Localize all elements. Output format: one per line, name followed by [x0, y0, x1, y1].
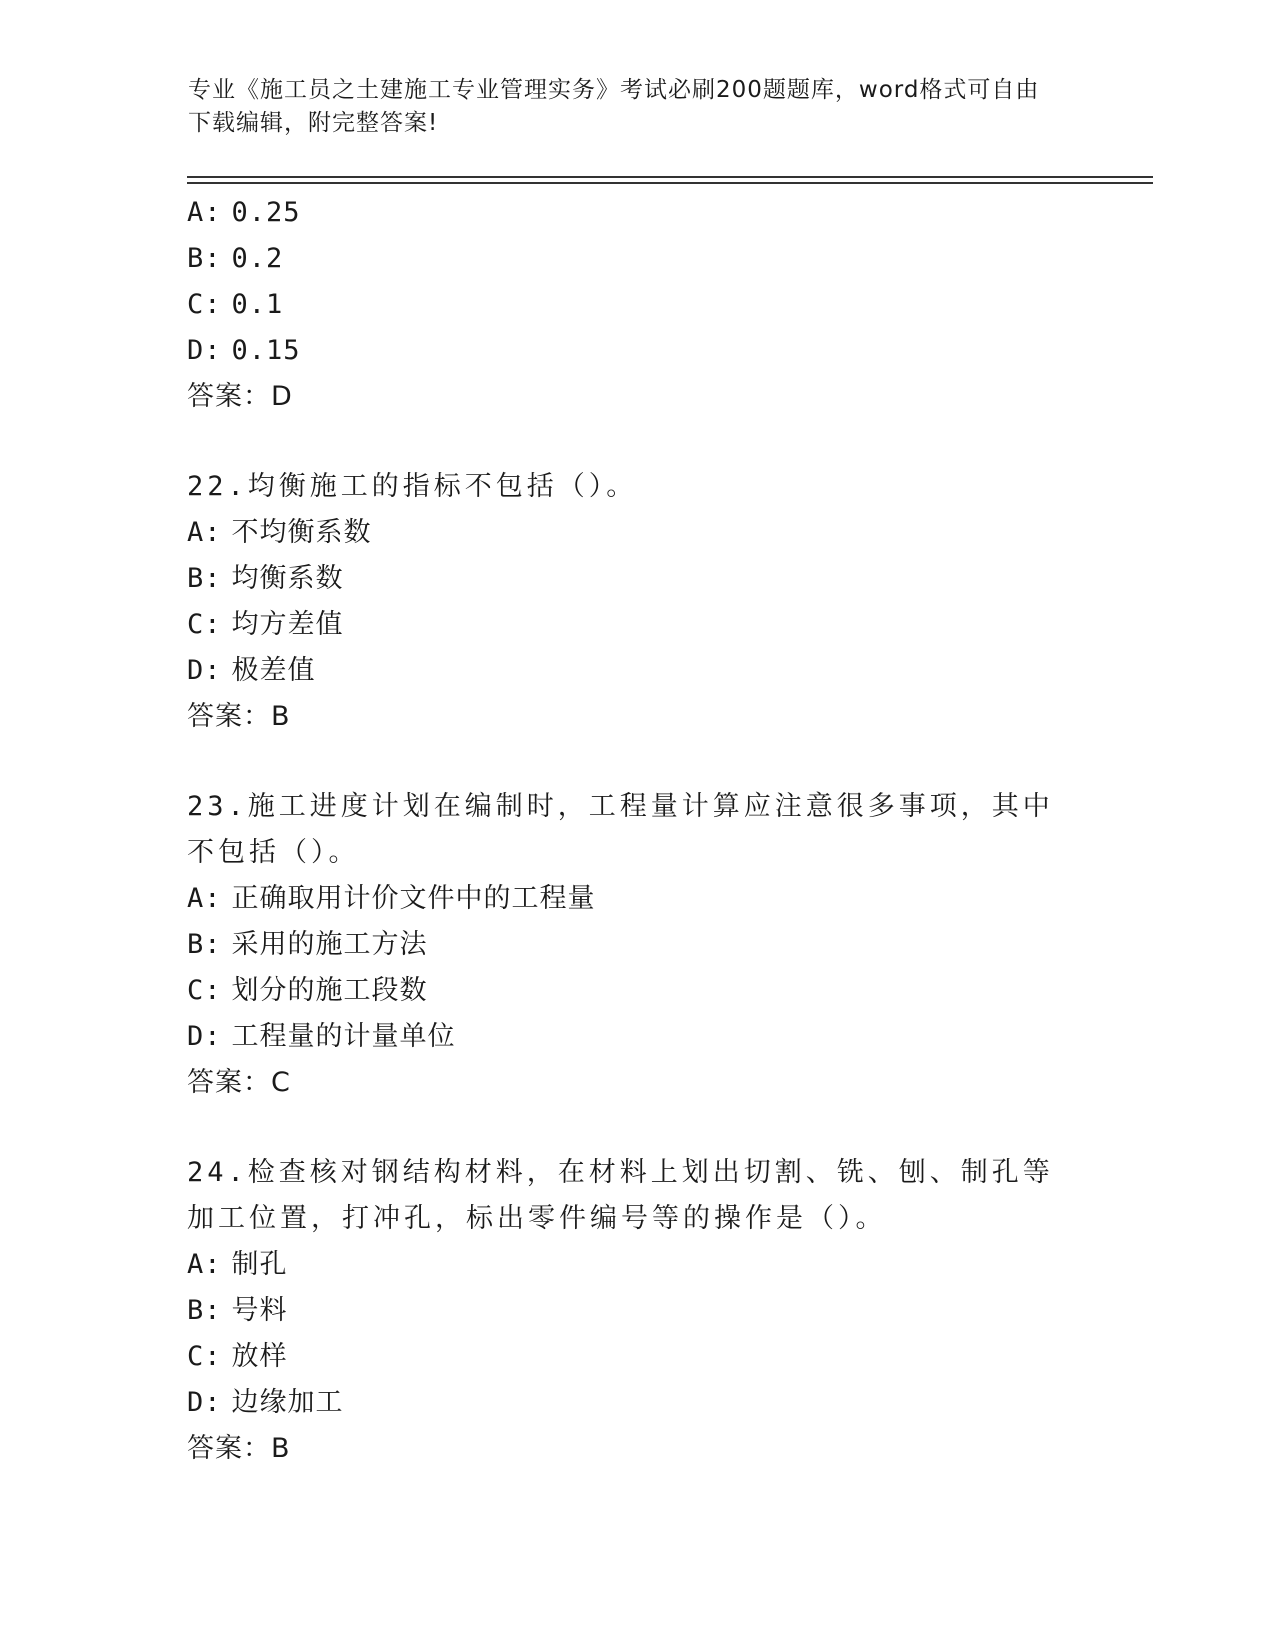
option-a: A: 不均衡系数	[187, 517, 372, 548]
header-divider-top	[187, 176, 1153, 178]
option-c: C: 放样	[187, 1341, 288, 1372]
spacer	[187, 420, 1087, 464]
option-c: C: 划分的施工段数	[187, 975, 428, 1006]
question-22	[187, 464, 1087, 740]
answer: 答案：B	[187, 1433, 291, 1464]
option-d: D: 0.15	[187, 335, 301, 366]
question-21	[187, 190, 1087, 420]
answer: 答案：B	[187, 701, 291, 732]
answer: 答案：D	[187, 381, 293, 412]
question-text: 24.检查核对钢结构材料，在材料上划出切割、铣、刨、制孔等加工位置，打冲孔，标出零件编号等的操作是（）。	[187, 1157, 1054, 1234]
spacer	[187, 1106, 1087, 1150]
option-d: D: 工程量的计量单位	[187, 1021, 456, 1052]
option-d: D: 边缘加工	[187, 1387, 344, 1418]
question-24	[187, 1150, 1087, 1472]
option-a: A: 正确取用计价文件中的工程量	[187, 883, 596, 914]
option-b: B: 号料	[187, 1295, 288, 1326]
option-a: A: 制孔	[187, 1249, 288, 1280]
spacer	[187, 740, 1087, 784]
header-title-line1: 专业《施工员之土建施工专业管理实务》考试必刷200题题库，word格式可自由	[188, 77, 1040, 103]
option-c: C: 0.1	[187, 289, 284, 320]
document-header	[188, 74, 1088, 140]
option-b: B: 0.2	[187, 243, 284, 274]
question-23	[187, 784, 1087, 1106]
option-a: A: 0.25	[187, 197, 301, 228]
question-text: 22.均衡施工的指标不包括（）。	[187, 471, 638, 502]
header-title-line2: 下载编辑，附完整答案!	[188, 110, 439, 136]
question-list	[187, 190, 1087, 1472]
option-b: B: 采用的施工方法	[187, 929, 428, 960]
question-text: 23.施工进度计划在编制时，工程量计算应注意很多事项，其中不包括（）。	[187, 791, 1054, 868]
option-b: B: 均衡系数	[187, 563, 344, 594]
option-c: C: 均方差值	[187, 609, 344, 640]
answer: 答案：C	[187, 1067, 291, 1098]
header-divider-bottom	[187, 182, 1153, 184]
option-d: D: 极差值	[187, 655, 316, 686]
